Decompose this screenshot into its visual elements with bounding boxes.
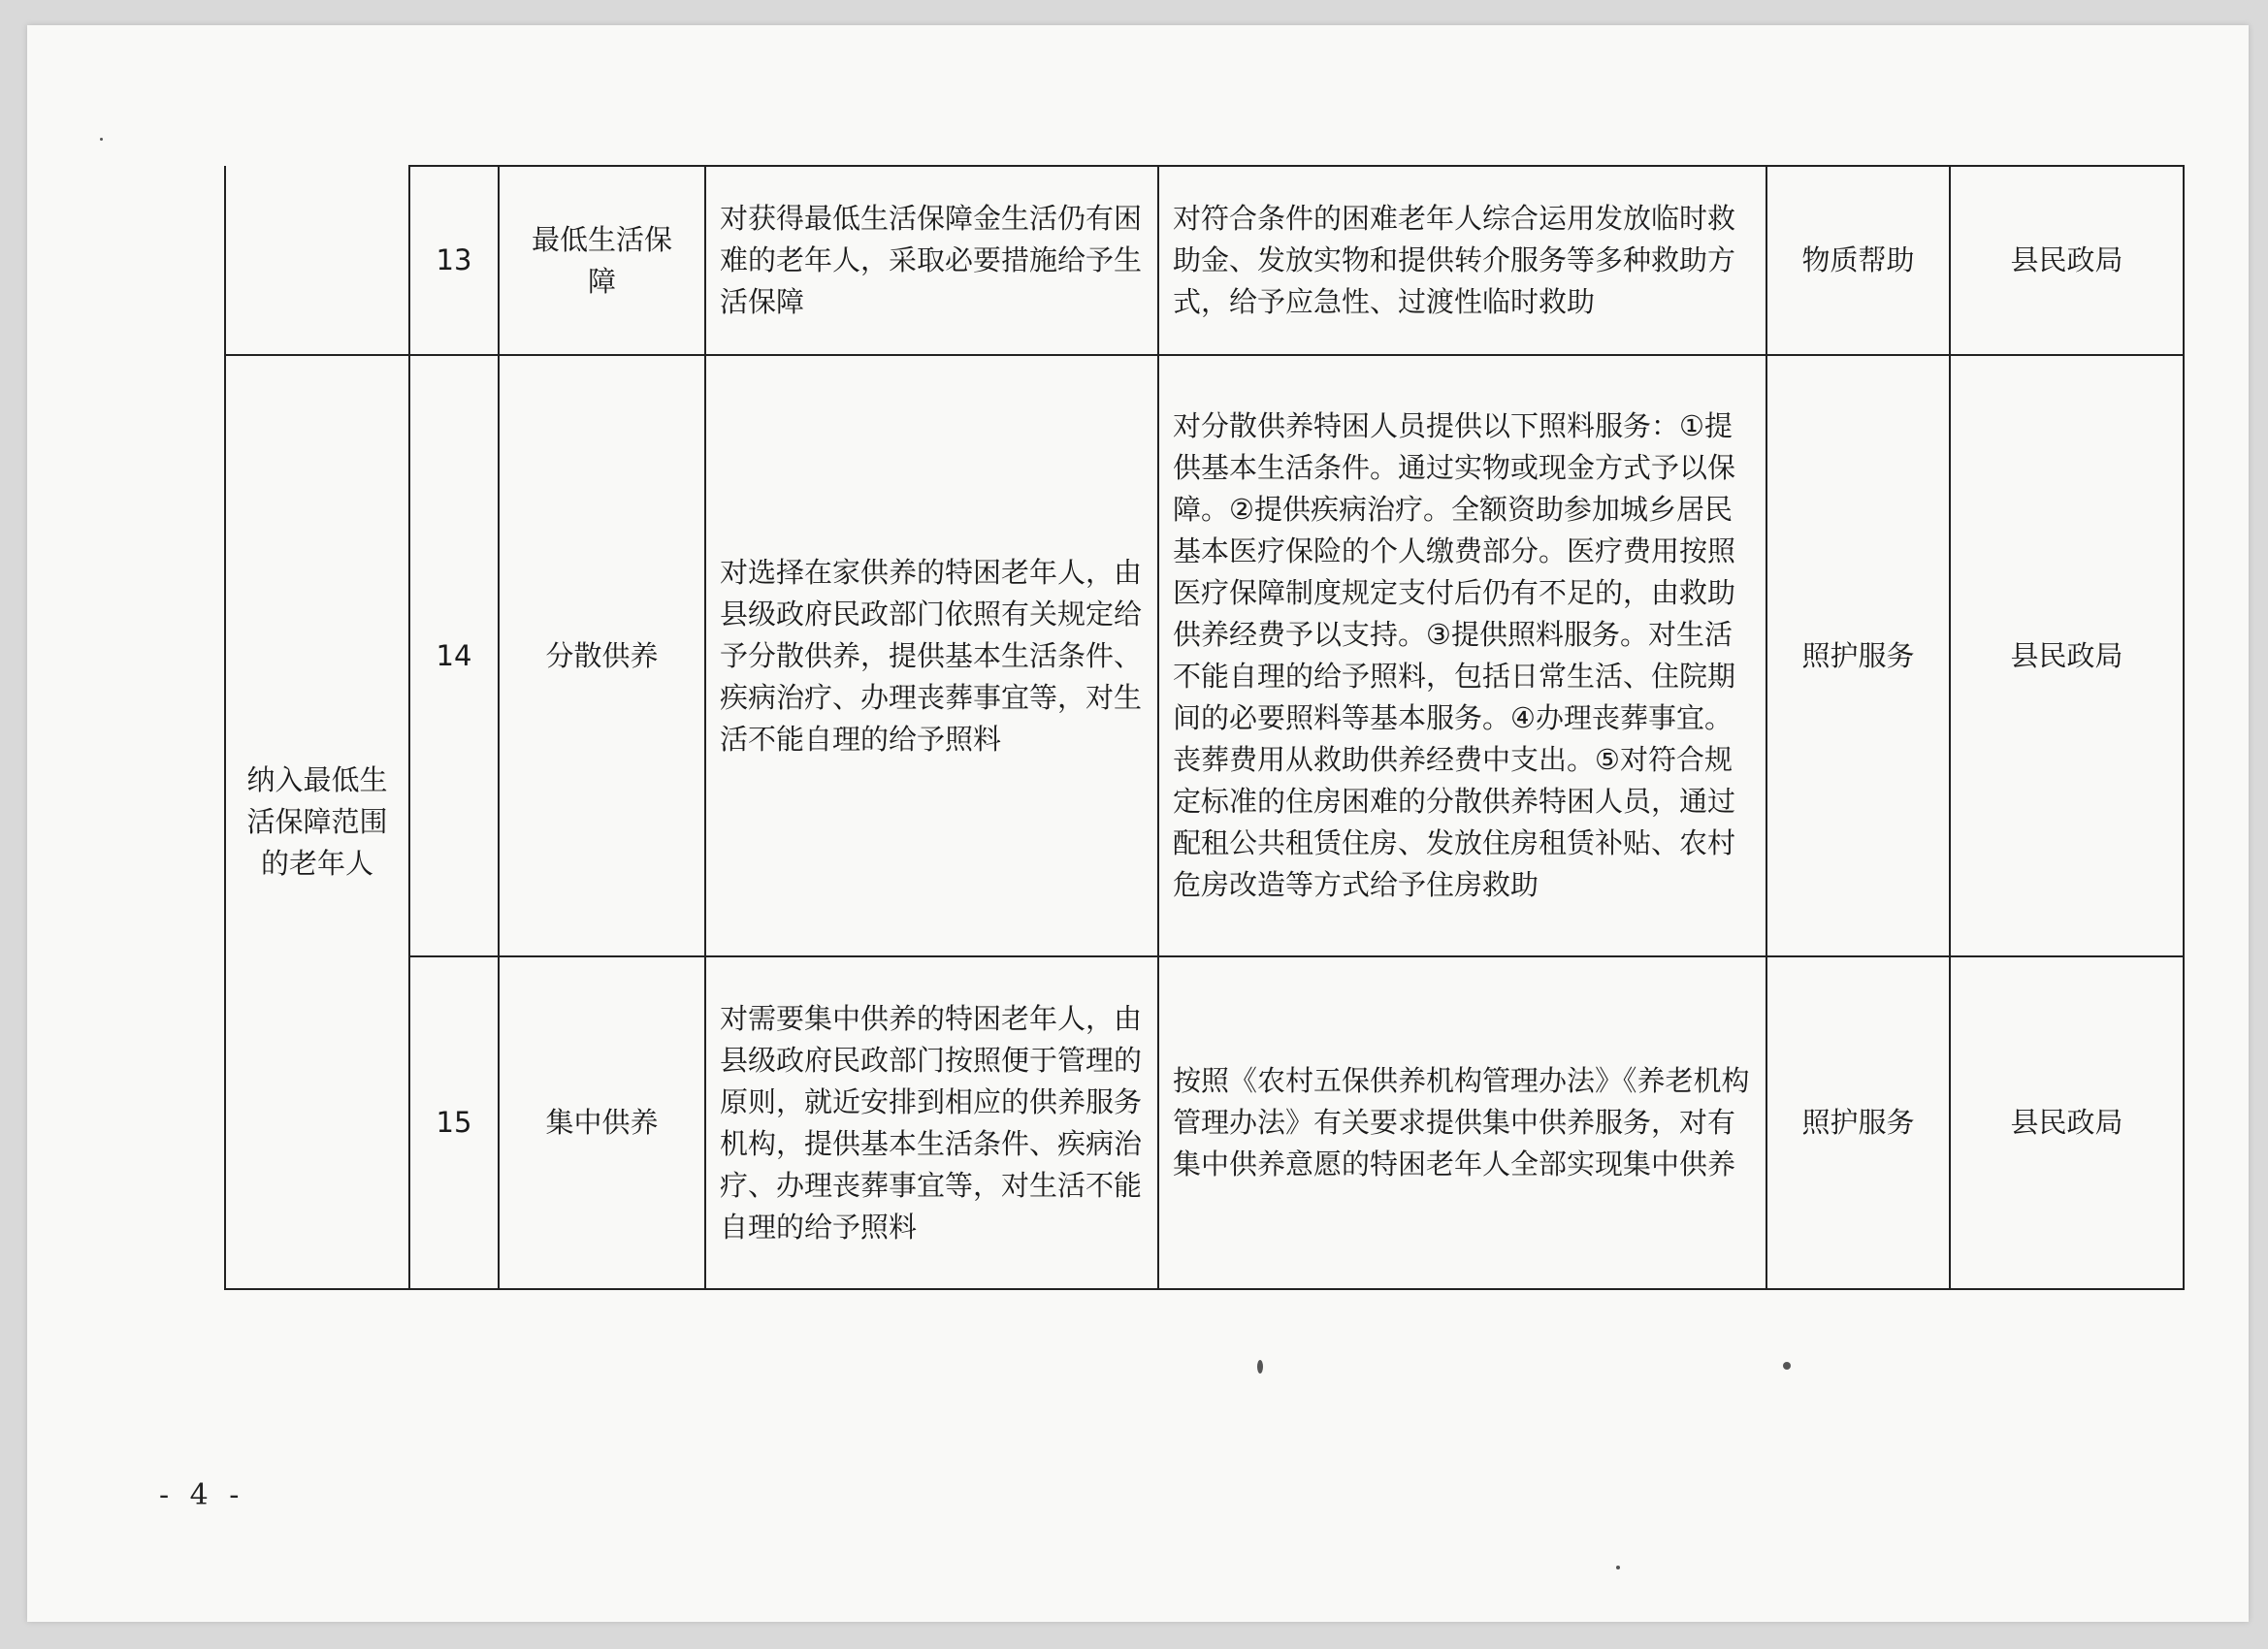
target-description: 对需要集中供养的特困老年人，由县级政府民政部门按照便于管理的原则，就近安排到相应的供养服务机构，提供基本生活条件、疾病治疗、办理丧葬事宜等，对生活不能自理的给予照料: [705, 956, 1158, 1289]
scan-speck: [1257, 1360, 1263, 1374]
scan-speck: [100, 138, 103, 141]
scan-speck: [1783, 1362, 1791, 1370]
service-type: 照护服务: [1766, 956, 1950, 1289]
document-page: [27, 25, 2249, 1622]
service-table: [224, 165, 2185, 1290]
table-row: [225, 956, 2184, 1289]
target-description: 对获得最低生活保障金生活仍有困难的老年人，采取必要措施给予生活保障: [705, 166, 1158, 355]
responsible-department: 县民政局: [1950, 166, 2184, 355]
service-type: 照护服务: [1766, 355, 1950, 956]
service-content: 对符合条件的困难老年人综合运用发放临时救助金、发放实物和提供转介服务等多种救助方式，给予应急性、过渡性临时救助: [1158, 166, 1766, 355]
table-row: [225, 355, 2184, 956]
item-name: 集中供养: [499, 956, 705, 1289]
row-number: 13: [409, 166, 499, 355]
page-number: - 4 -: [159, 1478, 245, 1512]
table-row: [225, 166, 2184, 355]
row-number: 14: [409, 355, 499, 956]
scan-speck: [1616, 1566, 1620, 1569]
group-label-cell: [225, 355, 409, 1289]
item-name-text: 最低生活保障: [531, 222, 672, 298]
row-number: 15: [409, 956, 499, 1289]
item-name: [499, 166, 705, 355]
service-content: 按照《农村五保供养机构管理办法》《养老机构管理办法》有关要求提供集中供养服务，对有集中供养意愿的特困老年人全部实现集中供养: [1158, 956, 1766, 1289]
responsible-department: 县民政局: [1950, 956, 2184, 1289]
target-description: 对选择在家供养的特困老年人，由县级政府民政部门依照有关规定给予分散供养，提供基本生活条件、疾病治疗、办理丧葬事宜等，对生活不能自理的给予照料: [705, 355, 1158, 956]
group-cell-top: [225, 166, 409, 355]
group-label: 纳入最低生活保障范围的老年人: [246, 763, 388, 880]
item-name: 分散供养: [499, 355, 705, 956]
service-type: 物质帮助: [1766, 166, 1950, 355]
responsible-department: 县民政局: [1950, 355, 2184, 956]
service-content: 对分散供养特困人员提供以下照料服务：①提供基本生活条件。通过实物或现金方式予以保障。②提供疾病治疗。全额资助参加城乡居民基本医疗保险的个人缴费部分。医疗费用按照医疗保障制度规定支付后仍有不足的，由救助供养经费予以支持。③提供照料服务。对生活不能自理的给予照料，包括日常生活、住院期间的必要照料等基本服务。④办理丧葬事宜。丧葬费用从救助供养经费中支出。⑤对符合规定标准的住房困难的分散供养特困人员，通过配租公共租赁住房、发放住房租赁补贴、农村危房改造等方式给予住房救助: [1158, 355, 1766, 956]
